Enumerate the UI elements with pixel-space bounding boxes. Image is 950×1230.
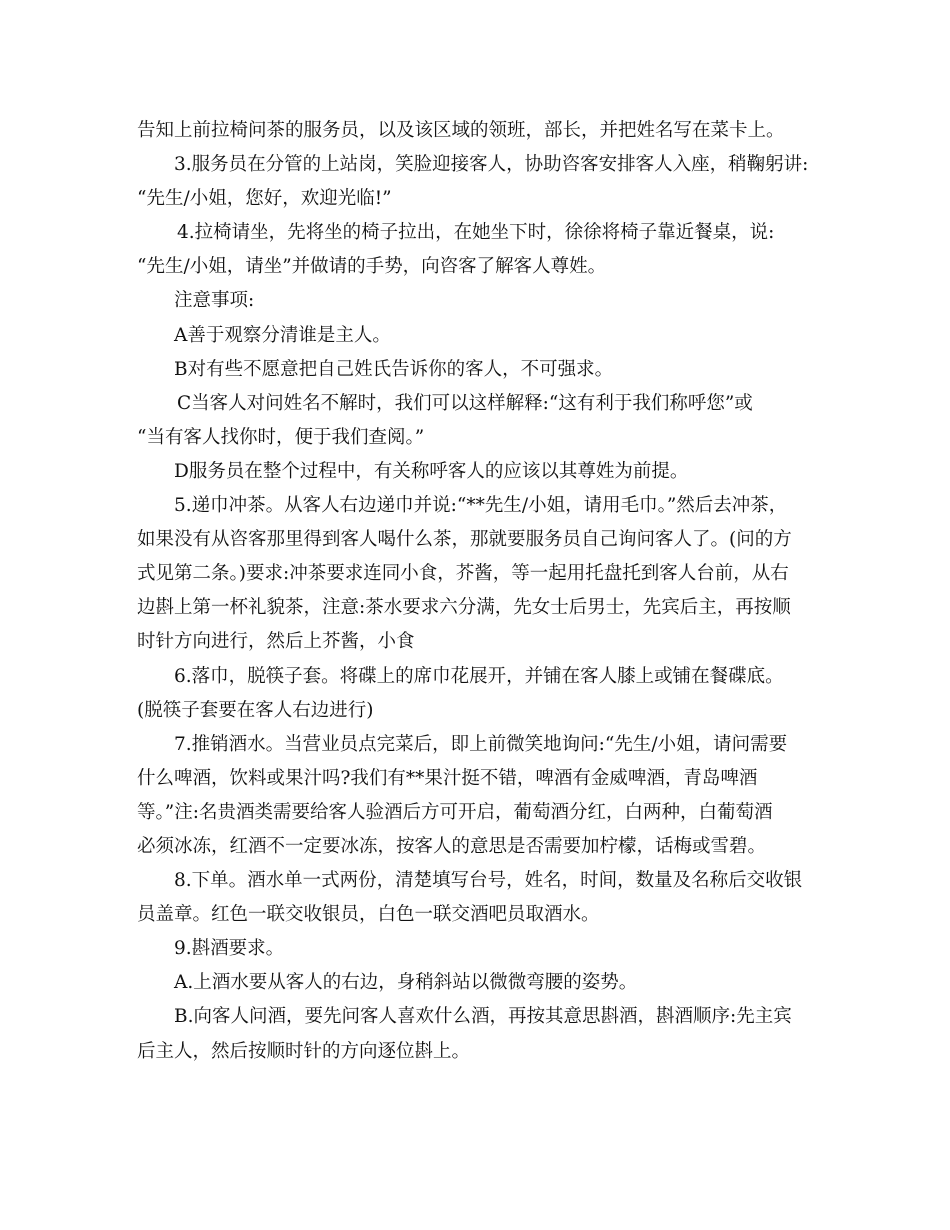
text-line: 边斟上第一杯礼貌茶，注意:茶水要求六分满，先女士后男士，先宾后主，再按顺 <box>137 597 791 619</box>
text-line: 6.落巾，脱筷子套。将碟上的席巾花展开，并铺在客人膝上或铺在餐碟底。 <box>174 665 784 687</box>
text-line: 9.斟酒要求。 <box>174 938 285 960</box>
text-line: 5.递巾冲茶。从客人右边递巾并说:“**先生/小姐，请用毛巾。”然后去冲茶， <box>174 495 788 517</box>
text-line: A善于观察分清谁是主人。 <box>174 324 391 346</box>
text-line: 式见第二条。)要求:冲茶要求连同小食，芥酱，等一起用托盘托到客人台前，从右 <box>137 563 789 585</box>
text-line: 后主人，然后按顺时针的方向逐位斟上。 <box>137 1040 471 1062</box>
text-line: B对有些不愿意把自己姓氏告诉你的客人，不可强求。 <box>174 358 614 380</box>
text-line: 注意事项: <box>174 290 255 312</box>
document-body <box>137 114 827 1069</box>
text-line: 等。”注:名贵酒类需要给客人验酒后方可开启，葡萄酒分红，白两种，白葡萄酒 <box>137 801 773 823</box>
text-line: 7.推销酒水。当营业员点完菜后，即上前微笑地询问:“先生/小姐，请问需要 <box>174 733 788 755</box>
text-line: “先生/小姐，请坐”并做请的手势，向咨客了解客人尊姓。 <box>137 256 607 278</box>
text-line: 必须冰冻，红酒不一定要冰冻，按客人的意思是否需要加柠檬，话梅或雪碧。 <box>137 835 767 857</box>
text-line: 3.服务员在分管的上站岗，笑脸迎接客人，协助咨客安排客人入座，稍鞠躬讲: <box>174 154 809 176</box>
text-line: 什么啤酒，饮料或果汁吗?我们有**果汁挺不错，啤酒有金威啤酒，青岛啤酒 <box>137 767 758 789</box>
text-line: 时针方向进行，然后上芥酱，小食 <box>137 631 415 653</box>
text-line: D服务员在整个过程中，有关称呼客人的应该以其尊姓为前提。 <box>174 460 689 482</box>
text-line: “先生/小姐，您好，欢迎光临!” <box>137 188 392 210</box>
text-line: 4.拉椅请坐，先将坐的椅子拉出，在她坐下时，徐徐将椅子靠近餐桌，说: <box>177 222 775 244</box>
text-line: 告知上前拉椅问茶的服务员，以及该区域的领班，部长，并把姓名写在菜卡上。 <box>137 120 785 141</box>
text-line: 如果没有从咨客那里得到客人喝什么茶，那就要服务员自己询问客人了。(问的方 <box>137 529 792 551</box>
text-line: 员盖章。红色一联交收银员，白色一联交酒吧员取酒水。 <box>137 904 600 926</box>
text-line: “当有客人找你时，便于我们查阅。” <box>137 426 425 448</box>
text-line: C当客人对问姓名不解时，我们可以这样解释:“这有利于我们称呼您”或 <box>177 392 753 414</box>
text-line: 8.下单。酒水单一式两份，清楚填写台号，姓名，时间，数量及名称后交收银 <box>174 870 803 892</box>
text-line: (脱筷子套要在客人右边进行) <box>137 699 374 721</box>
text-line: B.向客人问酒，要先问客人喜欢什么酒，再按其意思斟酒，斟酒顺序:先主宾 <box>174 1006 792 1028</box>
text-line: A.上酒水要从客人的右边，身稍斜站以微微弯腰的姿势。 <box>174 972 638 994</box>
